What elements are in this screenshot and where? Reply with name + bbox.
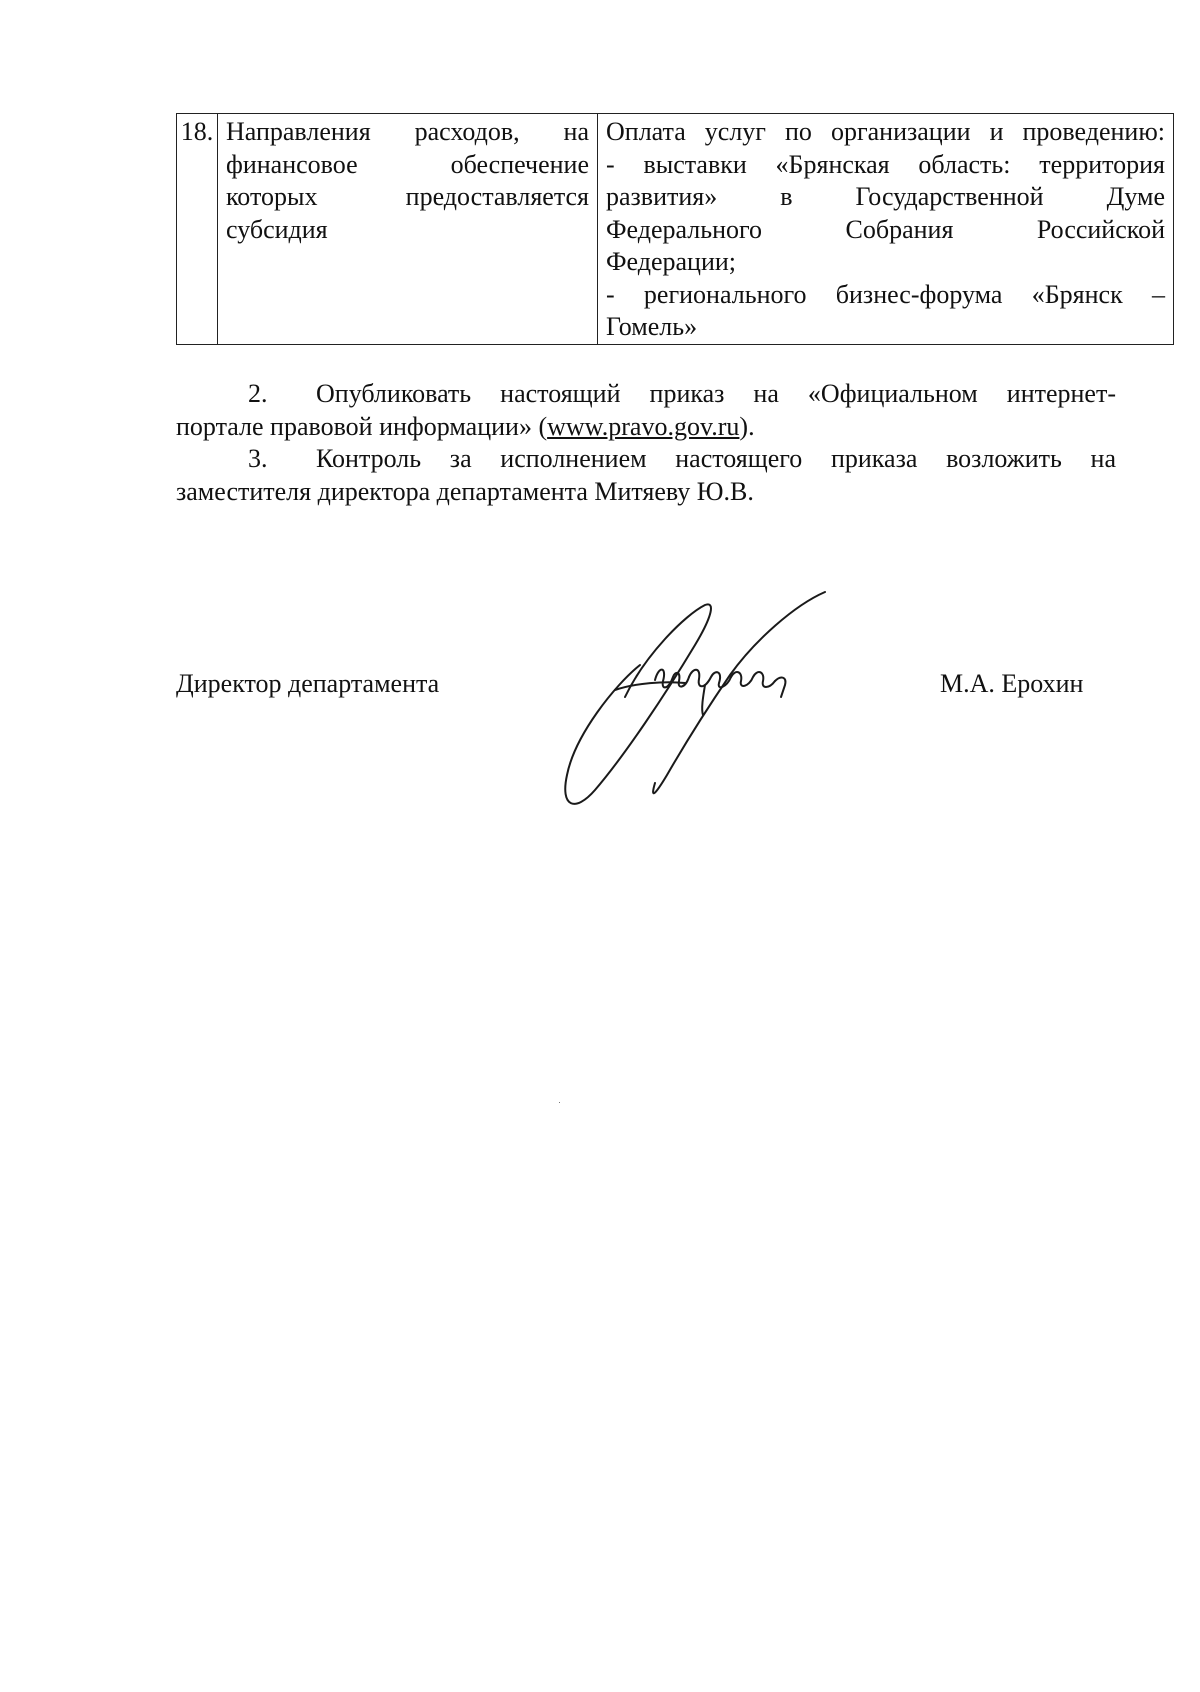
row-description-line: - выставки «Брянская область: территория bbox=[606, 149, 1165, 179]
paragraph-number: 2. bbox=[248, 379, 268, 408]
paragraph-text: ). bbox=[739, 411, 755, 441]
pravo-gov-link[interactable]: www.pravo.gov.ru bbox=[547, 411, 740, 441]
paragraph-2 bbox=[176, 378, 1116, 443]
paragraph-number: 3. bbox=[248, 444, 268, 473]
paragraph-text: портале правовой информации» ( bbox=[176, 411, 548, 441]
paragraph-line bbox=[176, 443, 1116, 476]
row-name-line: Направления расходов, на bbox=[226, 117, 589, 146]
row-description-line: Федерации; bbox=[606, 247, 737, 276]
row-name-line: субсидия bbox=[226, 214, 328, 244]
scan-speck bbox=[559, 1102, 560, 1103]
row-description-line: Федерального Собрания Российской bbox=[606, 214, 1165, 244]
table-row bbox=[177, 114, 1174, 345]
paragraph-line bbox=[176, 378, 1116, 411]
row-number-cell bbox=[177, 114, 218, 345]
row-name-line: которых предоставляется bbox=[226, 182, 589, 211]
paragraph-line bbox=[176, 411, 1116, 444]
row-name-line: финансовое обеспечение bbox=[226, 149, 589, 179]
signatory-name: М.А. Ерохин bbox=[940, 669, 1084, 698]
row-description-line: развития» в Государственной Думе bbox=[606, 182, 1165, 211]
row-description-line: - регионального бизнес-форума «Брянск – bbox=[606, 279, 1165, 309]
row-description-line: Гомель» bbox=[606, 312, 698, 341]
order-paragraphs bbox=[176, 378, 1116, 508]
row-description-line: Оплата услуг по организации и проведению: bbox=[606, 117, 1165, 146]
paragraph-3 bbox=[176, 443, 1116, 508]
row-description-cell bbox=[598, 114, 1174, 345]
row-number: 18. bbox=[180, 117, 214, 146]
row-name-cell bbox=[218, 114, 598, 345]
handwritten-signature bbox=[555, 585, 845, 810]
subsidy-table bbox=[176, 113, 1174, 345]
paragraph-text: Контроль за исполнением настоящего приказа возложить на bbox=[316, 444, 1116, 473]
signatory-title: Директор департамента bbox=[176, 669, 440, 698]
paragraph-line: заместителя директора департамента Митяеву Ю.В. bbox=[176, 476, 754, 506]
paragraph-text: Опубликовать настоящий приказ на «Официальном интернет- bbox=[316, 379, 1116, 408]
